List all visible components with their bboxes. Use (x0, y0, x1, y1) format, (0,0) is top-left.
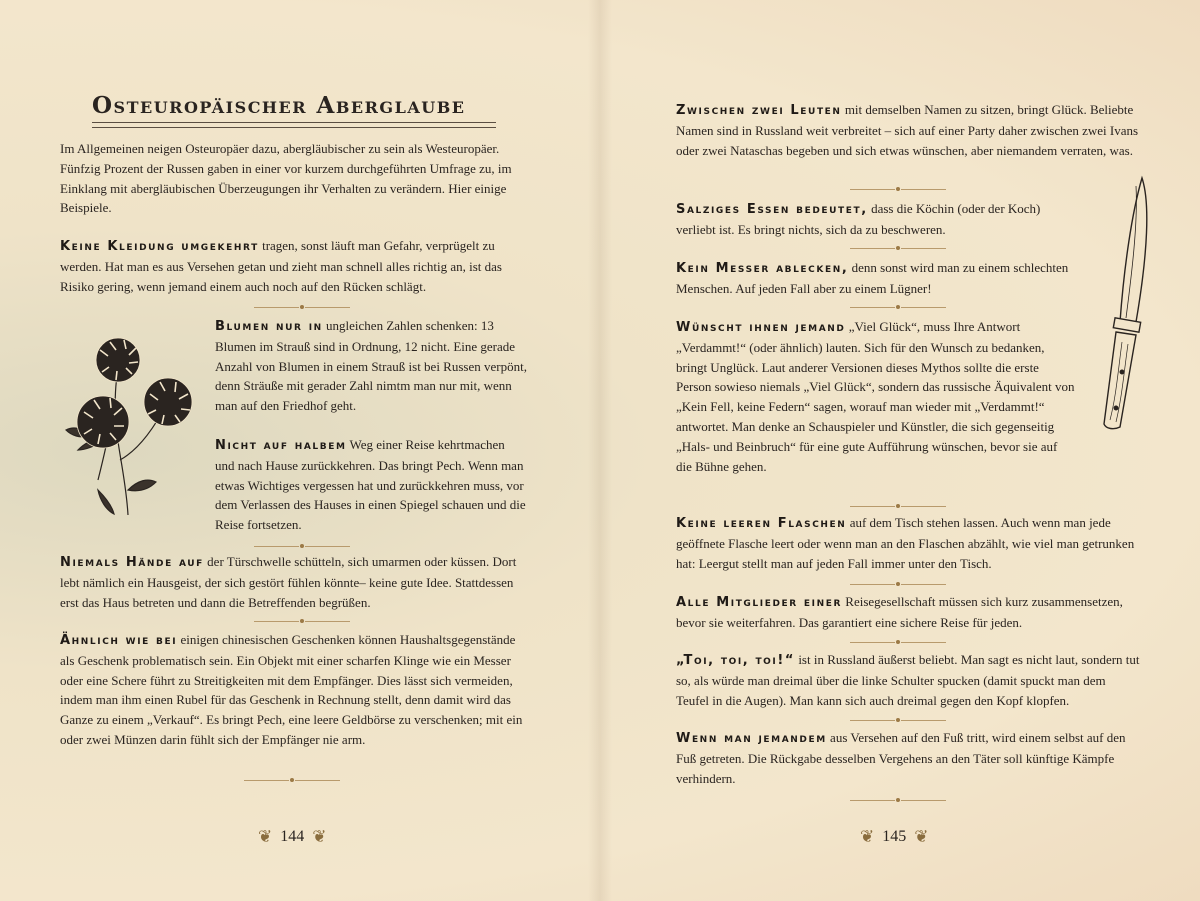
entry-paragraph (676, 592, 1140, 633)
entry-text: einigen chinesischen Geschenken können Haushaltsgegenstände als Geschenk problematisch sein. Ein Objekt mit einer scharfen Klinge wie ein Messer oder eine Schere führt zu Streitigkeiten mit dem Empfänger. Dies lässt sich vermeiden, indem man ihm einen Rubel für das Geschenk in Rechnung stellt, denn damit wird das Ganze zu einem „Verkauf“. Es bringt Pech, eine leere Geldbörse zu verschenken; mit ein oder zwei Münzen darin fühlt sich der Empfänger nie arm. (60, 632, 523, 747)
entry-paragraph (215, 316, 527, 416)
scroll-ornament-icon: ❦ (312, 827, 327, 846)
scroll-ornament-icon: ❦ (914, 827, 929, 846)
entry-text: Reisegesellschaft müssen sich kurz zusammensetzen, bevor sie weiterfahren. Das garantiert eine sichere Reise für jeden. (676, 594, 1123, 630)
entry-text: denn sonst wird man zu einem schlechten Menschen. Auf jeden Fall aber zu einem Lügner! (676, 260, 1069, 296)
entry-paragraph (676, 317, 1076, 476)
entry-paragraph (60, 552, 528, 612)
entry-lead: Wenn man jemandem (676, 731, 827, 746)
knife-illustration (1078, 172, 1158, 437)
scroll-ornament-icon: ❦ (860, 827, 875, 846)
entry-lead: Salziges Essen bedeutet, (676, 202, 868, 217)
entry-text: mit demselben Namen zu sitzen, bringt Glück. Beliebte Namen sind in Russland weit verbreitet – sich auf einer Party daher zwischen zwei Ivans oder zwei Nataschas begeben und sich etwas wünschen, aber niemandem verraten, was. (676, 102, 1139, 158)
entry-lead: Zwischen zwei Leuten (676, 103, 842, 118)
entry-lead: Alle Mitglieder einer (676, 595, 843, 610)
section-separator (850, 580, 946, 588)
section-separator (850, 796, 946, 804)
section-separator (850, 244, 946, 252)
page-number-footer (860, 826, 929, 848)
entry-text: der Türschwelle schütteln, sich umarmen oder küssen. Dort lebt nämlich ein Hausgeist, der sich gestört fühlen könnte– keine gute Idee. Stattdessen erst das Haus betreten und dann die Betreffenden begrüßen. (60, 554, 517, 610)
entry-lead: Keine Kleidung umgekehrt (60, 239, 259, 254)
entry-text: aus Versehen auf den Fuß tritt, wird einem selbst auf den Fuß getreten. Die Rückgabe desselben Vergehens an den Täter soll künftige Kämpfe verhindern. (676, 730, 1126, 786)
right-page (600, 0, 1200, 901)
entry-lead: Niemals Hände auf (60, 555, 204, 570)
entry-lead: Wünscht ihnen jemand (676, 320, 846, 335)
section-separator (850, 716, 946, 724)
intro-paragraph: Im Allgemeinen neigen Osteuropäer dazu, abergläubischer zu sein als Westeuropäer. Fünfzig Prozent der Russen gaben in einer vor kurzem durchgeführten Umfrage zu, im Einklang mit abergläubischen Überzeugungen ihr Verhalten zu verändern. Hier einige Beispiele. (60, 141, 512, 216)
section-separator (244, 776, 340, 784)
entry-lead: „Toi, toi, toi!“ (676, 653, 796, 668)
entry-paragraph (676, 513, 1140, 573)
entry-paragraph (676, 100, 1140, 160)
entry-text: „Viel Glück“, muss Ihre Antwort „Verdammt!“ (oder ähnlich) lauten. Sich für den Wunsch zu bedanken, bringt Unglück. Laut anderer Versionen dieses Mythos sollte die erste Person sowieso niemals „Viel Glück“, sondern das russische Äquivalent von „Kein Fell, keine Federn“ sagen, worauf man wieder mit „Verdammt!“ antwortet. Man denke an Schauspieler und Künstler, die sich gegenseitig „Hals- und Beinbruch“ für eine gute Aufführung wünschen, bevor sie auf die Bühne gehen. (676, 319, 1075, 474)
section-separator (850, 638, 946, 646)
page-number: 145 (882, 828, 907, 845)
entry-lead: Kein Messer ablecken, (676, 261, 849, 276)
page-title: Osteuropäischer Aberglaube (92, 92, 466, 119)
entry-lead: Keine leeren Flaschen (676, 516, 847, 531)
entry-lead: Nicht auf halbem (215, 438, 347, 453)
section-separator (254, 542, 350, 550)
entry-text: tragen, sonst läuft man Gefahr, verprügelt zu werden. Hat man es aus Versehen getan und zieht man schnell alles richtig an, ist das Risiko gering, wenn jemand einem auch noch auf den Rücken schlägt. (60, 238, 502, 294)
section-separator (850, 303, 946, 311)
entry-text: auf dem Tisch stehen lassen. Auch wenn man jede geöffnete Flasche leert oder wenn man an den Flaschen abzählt, wie viel man getrunken hat: Leergut stellt man auf jeden Fall immer unter den Tisch. (676, 515, 1135, 571)
entry-paragraph (60, 236, 528, 296)
entry-paragraph (676, 650, 1140, 710)
entry-paragraph (676, 258, 1076, 299)
entry-paragraph (676, 199, 1076, 240)
entry-text: ungleichen Zahlen schenken: 13 Blumen im Strauß sind in Ordnung, 12 nicht. Eine gerade Anzahl von Blumen in einem Strauß ist bei Russen verpönt, denn Sträuße mit gerader Zahl nimtm man nur mit, wenn man auf den Friedhof geht. (215, 318, 527, 414)
entry-text: dass die Köchin (oder der Koch) verliebt ist. Es bringt nichts, sich da zu beschweren. (676, 201, 1041, 237)
section-separator (254, 617, 350, 625)
section-separator (254, 303, 350, 311)
page-number: 144 (280, 828, 305, 845)
scroll-ornament-icon: ❦ (258, 827, 273, 846)
carnation-flowers-illustration (58, 330, 203, 520)
page-number-footer (258, 826, 327, 848)
entry-paragraph (676, 728, 1140, 788)
section-separator (850, 502, 946, 510)
title-double-rule (92, 122, 496, 128)
section-separator (850, 185, 946, 193)
entry-text: Weg einer Reise kehrtmachen und nach Hause zurückkehren. Das bringt Pech. Wenn man etwas Wichtiges vergessen hat und zurückkehren muss, vor dem Verlassen des Hauses in einen Spiegel schauen und die Reise fortsetzen. (215, 437, 526, 533)
entry-lead: Ähnlich wie bei (60, 633, 178, 648)
entry-lead: Blumen nur in (215, 319, 323, 334)
entry-paragraph (60, 630, 528, 750)
entry-paragraph (215, 435, 527, 535)
entry-text: ist in Russland äußerst beliebt. Man sagt es nicht laut, sondern tut so, als würde man dreimal über die linke Schulter spucken (damit spuckt man dem Teufel in die Augen). Man kann sich auch dreimal gegen den Kopf klopfen. (676, 652, 1140, 708)
